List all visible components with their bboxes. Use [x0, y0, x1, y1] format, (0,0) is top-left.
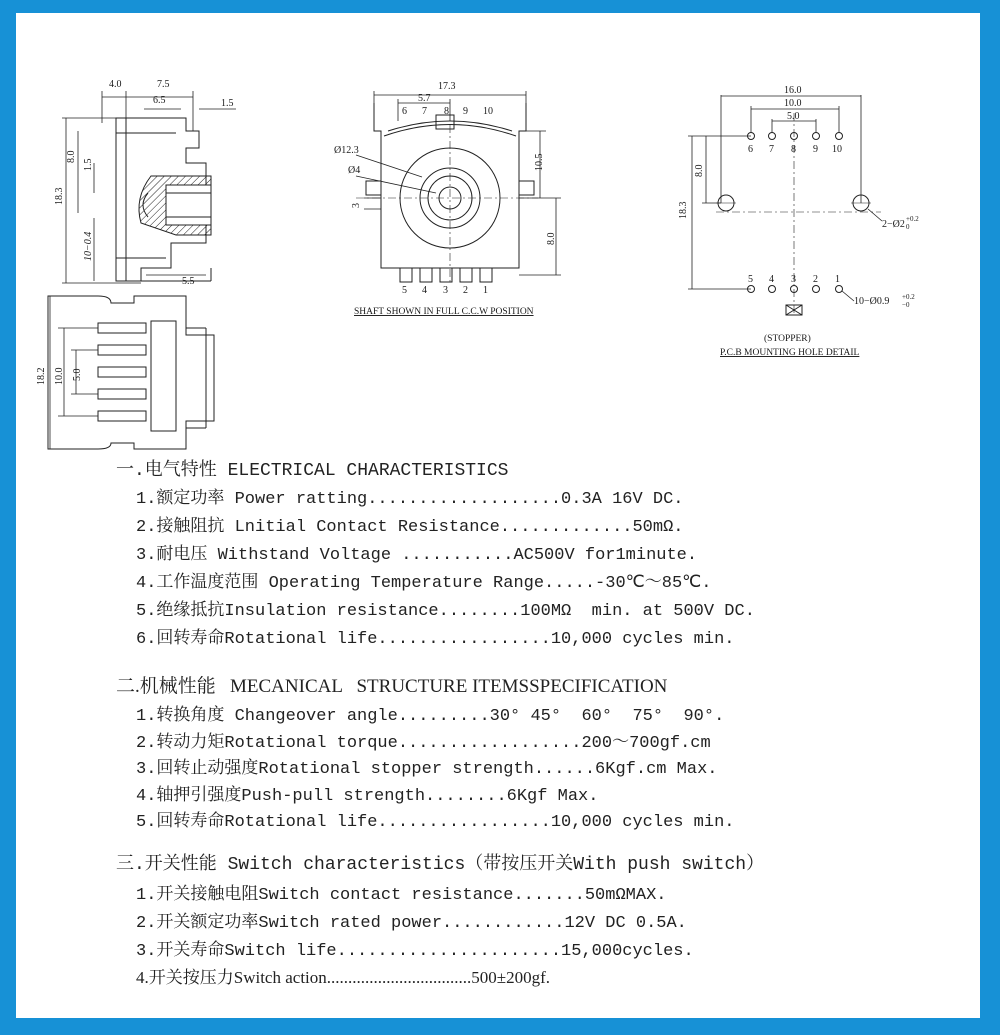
pin-number: 1: [835, 274, 840, 285]
dim-label: 5.0: [787, 111, 800, 122]
spec-line: 6.回转寿命Rotational life.................10,000 cycles min.: [136, 630, 735, 649]
stopper-label: (STOPPER): [764, 334, 811, 344]
spec-line: 3.回转止动强度Rotational stopper strength......6Kgf.cm Max.: [136, 760, 718, 779]
dim-label: 18.3: [678, 201, 689, 219]
spec-line: 2.接触阻抗 Lnitial Contact Resistance.............50mΩ.: [136, 518, 684, 537]
pin-number: 3: [791, 274, 796, 285]
dim-label: 8.0: [546, 232, 557, 245]
dim-label: 6.5: [153, 95, 166, 106]
dim-label: 4.0: [109, 79, 122, 90]
spec-line: 1.转换角度 Changeover angle.........30° 45° 60° 75° 90°.: [136, 707, 725, 726]
dim-label: Ø12.3: [334, 145, 359, 156]
dim-label: 5.0: [72, 368, 83, 381]
spec-line: 5.绝缘抵抗Insulation resistance........100MΩ min. at 500V DC.: [136, 602, 755, 621]
spec-line: 1.开关接触电阻Switch contact resistance.......50mΩMAX.: [136, 886, 667, 905]
dim-label: 1.5: [83, 158, 94, 171]
mechanical-heading: 二.机械性能 MECANICAL STRUCTURE ITEMSSPECIFICATION: [116, 676, 668, 697]
spec-line: 4.开关按压力Switch action..................................500±200gf.: [136, 968, 551, 987]
spec-line: 2.开关额定功率Switch rated power............12V DC 0.5A.: [136, 914, 687, 933]
dim-label: 3: [351, 203, 362, 208]
pin-number: 8: [791, 144, 796, 155]
pin-number: 4: [769, 274, 774, 285]
spec-line: 1.额定功率 Power ratting...................0.3A 16V DC.: [136, 490, 684, 509]
dim-label: 10.0: [54, 367, 65, 385]
spec-line: 3.开关寿命Switch life......................15,000cycles.: [136, 942, 694, 961]
spec-line: 4.轴押引强度Push-pull strength........6Kgf Max.: [136, 787, 599, 806]
pcb-caption: P.C.B MOUNTING HOLE DETAIL: [720, 348, 860, 358]
dim-label: 18.2: [36, 367, 47, 385]
mount-hole-tol-upper: +0.2: [906, 215, 919, 223]
pin-number: 10: [483, 106, 493, 117]
pin-number: 5: [402, 285, 407, 296]
spec-line: 2.转动力矩Rotational torque..................200～700gf.cm: [136, 734, 711, 753]
pin-number: 9: [463, 106, 468, 117]
pin-number: 8: [444, 106, 449, 117]
pin-number: 10: [832, 144, 842, 155]
pin-number: 4: [422, 285, 427, 296]
dim-label: 10.5: [534, 153, 545, 171]
dim-label: 8.0: [66, 150, 77, 163]
pin-number: 5: [748, 274, 753, 285]
mount-hole-tol-lower: 0: [906, 223, 910, 231]
pin-hole-tol-upper: +0.2: [902, 293, 915, 301]
pin-number: 6: [402, 106, 407, 117]
pin-hole-tol-lower: −0: [902, 301, 910, 309]
dim-label: 1.5: [221, 98, 234, 109]
spec-text: [16, 13, 980, 1018]
pin-number: 1: [483, 285, 488, 296]
switch-heading: 三.开关性能 Switch characteristics（带按压开关With push switch）: [116, 855, 765, 875]
spec-line: 4.工作温度范围 Operating Temperature Range.....-30℃～85℃.: [136, 574, 712, 593]
dim-label: 5.5: [182, 276, 195, 287]
electrical-heading: 一.电气特性 ELECTRICAL CHARACTERISTICS: [116, 461, 509, 481]
mount-hole-label: 2−Ø2: [882, 219, 905, 230]
spec-line: 3.耐电压 Withstand Voltage ...........AC500V for1minute.: [136, 546, 698, 565]
dim-label: 16.0: [784, 85, 802, 96]
dim-label: 10−0.4: [83, 231, 94, 261]
dim-label: 8.0: [694, 164, 705, 177]
pin-number: 2: [463, 285, 468, 296]
pin-number: 9: [813, 144, 818, 155]
pin-hole-label: 10−Ø0.9: [854, 296, 890, 307]
dim-label: 10.0: [784, 98, 802, 109]
front-view-caption: SHAFT SHOWN IN FULL C.C.W POSITION: [354, 307, 534, 317]
datasheet-page: [16, 13, 980, 1018]
pin-number: 3: [443, 285, 448, 296]
dim-label: 17.3: [438, 81, 456, 92]
dim-label: Ø4: [348, 165, 361, 176]
pin-number: 6: [748, 144, 753, 155]
pin-number: 2: [813, 274, 818, 285]
spec-line: 5.回转寿命Rotational life.................10,000 cycles min.: [136, 813, 735, 832]
dim-label: 18.3: [54, 187, 65, 205]
pin-number: 7: [769, 144, 774, 155]
pin-number: 7: [422, 106, 427, 117]
dim-label: 7.5: [157, 79, 170, 90]
dim-label: 5.7: [418, 93, 431, 104]
